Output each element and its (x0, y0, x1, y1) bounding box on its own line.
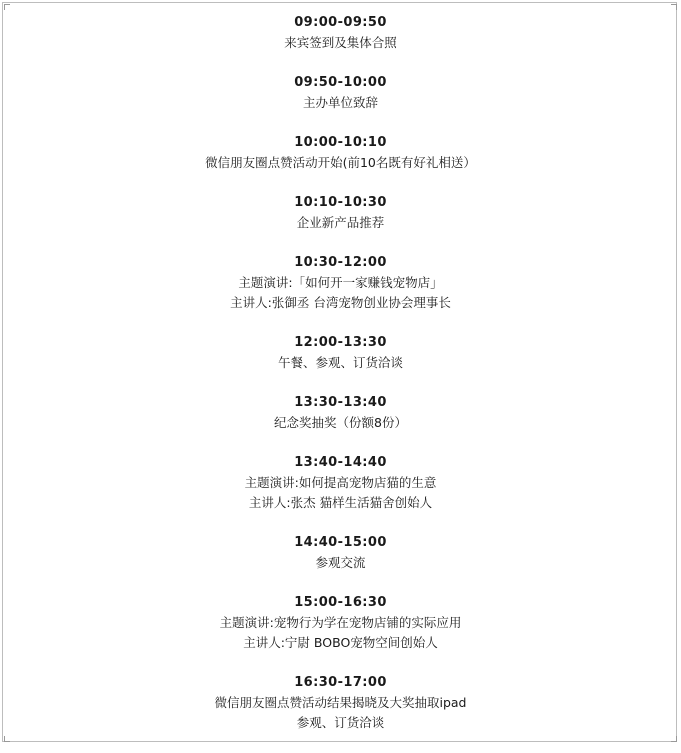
frame-corner-top-left (4, 4, 10, 10)
schedule-activity: 参观、订货洽谈 (296, 715, 385, 730)
frame-corner-top-right (671, 4, 677, 10)
schedule-item (0, 133, 681, 173)
schedule-activity: 微信朋友圈点赞活动结果揭晓及大奖抽取ipad (214, 695, 467, 710)
schedule-talk-title: 主题演讲:宠物行为学在宠物店铺的实际应用 (219, 615, 462, 630)
schedule-activity: 企业新产品推荐 (296, 215, 385, 230)
schedule-talk-title: 主题演讲:「如何开一家赚钱宠物店」 (238, 275, 443, 290)
schedule-speaker: 主讲人:张御丞 台湾宠物创业协会理事长 (230, 295, 451, 310)
schedule-activity: 纪念奖抽奖（份额8份） (274, 415, 407, 430)
schedule-time: 09:00-09:50 (294, 15, 387, 30)
schedule-time: 13:40-14:40 (294, 455, 387, 470)
schedule-activity: 参观交流 (315, 555, 366, 570)
schedule-time: 09:50-10:00 (294, 75, 387, 90)
schedule-time: 10:30-12:00 (294, 255, 387, 270)
schedule-item (0, 253, 681, 313)
event-schedule (0, 13, 681, 753)
schedule-item (0, 393, 681, 433)
schedule-item (0, 533, 681, 573)
schedule-talk-title: 主题演讲:如何提高宠物店猫的生意 (244, 475, 437, 490)
schedule-speaker: 主讲人:张杰 猫样生活猫舍创始人 (248, 495, 433, 510)
schedule-activity: 午餐、参观、订货洽谈 (277, 355, 403, 370)
schedule-time: 10:00-10:10 (294, 135, 387, 150)
schedule-item (0, 453, 681, 513)
schedule-time: 16:30-17:00 (294, 675, 387, 690)
schedule-time: 15:00-16:30 (294, 595, 387, 610)
schedule-item (0, 673, 681, 733)
schedule-activity: 来宾签到及集体合照 (284, 35, 397, 50)
schedule-speaker: 主讲人:宁尉 BOBO宠物空间创始人 (243, 635, 438, 650)
schedule-time: 14:40-15:00 (294, 535, 387, 550)
schedule-time: 13:30-13:40 (294, 395, 387, 410)
schedule-item (0, 193, 681, 233)
schedule-activity: 微信朋友圈点赞活动开始(前10名既有好礼相送） (205, 155, 476, 170)
schedule-time: 12:00-13:30 (294, 335, 387, 350)
schedule-item (0, 593, 681, 653)
schedule-item (0, 73, 681, 113)
schedule-item (0, 13, 681, 53)
schedule-activity: 主办单位致辞 (302, 95, 378, 110)
schedule-item (0, 333, 681, 373)
schedule-time: 10:10-10:30 (294, 195, 387, 210)
